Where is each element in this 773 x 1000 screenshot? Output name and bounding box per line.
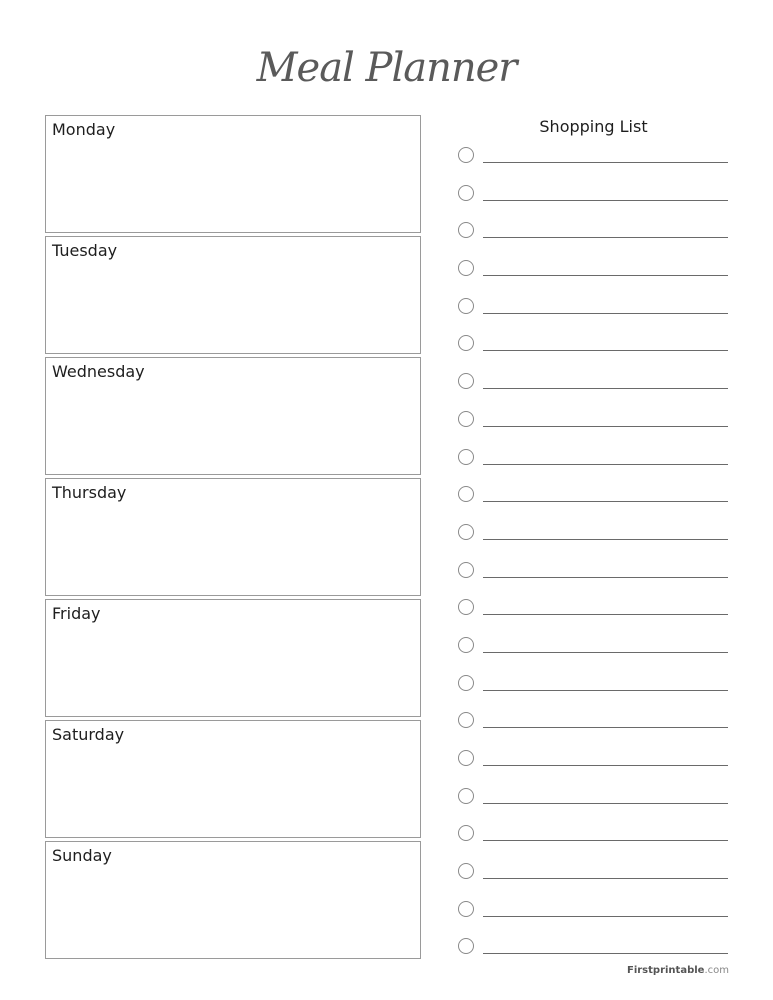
shopping-list-item[interactable]	[455, 371, 730, 409]
shopping-list-item[interactable]	[455, 183, 730, 221]
write-line[interactable]	[483, 162, 728, 163]
day-label: Saturday	[52, 725, 125, 744]
checkbox-circle-icon[interactable]	[458, 637, 474, 653]
checkbox-circle-icon[interactable]	[458, 750, 474, 766]
write-line[interactable]	[483, 577, 728, 578]
shopping-list-item[interactable]	[455, 635, 730, 673]
write-line[interactable]	[483, 539, 728, 540]
day-box-monday[interactable]	[45, 115, 421, 233]
checkbox-circle-icon[interactable]	[458, 449, 474, 465]
shopping-list-item[interactable]	[455, 447, 730, 485]
shopping-list-item[interactable]	[455, 861, 730, 899]
day-box-thursday[interactable]	[45, 478, 421, 596]
days-column	[45, 115, 421, 962]
checkbox-circle-icon[interactable]	[458, 562, 474, 578]
write-line[interactable]	[483, 840, 728, 841]
day-label: Sunday	[52, 846, 112, 865]
shopping-list-item[interactable]	[455, 560, 730, 598]
checkbox-circle-icon[interactable]	[458, 938, 474, 954]
footer-brand	[627, 965, 729, 976]
write-line[interactable]	[483, 878, 728, 879]
checkbox-circle-icon[interactable]	[458, 373, 474, 389]
write-line[interactable]	[483, 426, 728, 427]
day-label: Wednesday	[52, 362, 145, 381]
shopping-list-item[interactable]	[455, 333, 730, 371]
checkbox-circle-icon[interactable]	[458, 825, 474, 841]
shopping-list-item[interactable]	[455, 484, 730, 522]
checkbox-circle-icon[interactable]	[458, 863, 474, 879]
day-box-tuesday[interactable]	[45, 236, 421, 354]
write-line[interactable]	[483, 690, 728, 691]
write-line[interactable]	[483, 237, 728, 238]
checkbox-circle-icon[interactable]	[458, 712, 474, 728]
shopping-list-item[interactable]	[455, 748, 730, 786]
shopping-list-item[interactable]	[455, 296, 730, 334]
day-box-wednesday[interactable]	[45, 357, 421, 475]
write-line[interactable]	[483, 765, 728, 766]
checkbox-circle-icon[interactable]	[458, 222, 474, 238]
shopping-list-item[interactable]	[455, 710, 730, 748]
shopping-list-item[interactable]	[455, 220, 730, 258]
write-line[interactable]	[483, 501, 728, 502]
shopping-list-item[interactable]	[455, 409, 730, 447]
checkbox-circle-icon[interactable]	[458, 486, 474, 502]
shopping-list-item[interactable]	[455, 899, 730, 937]
shopping-list	[455, 115, 730, 974]
checkbox-circle-icon[interactable]	[458, 260, 474, 276]
shopping-list-title: Shopping List	[539, 117, 648, 136]
day-label: Tuesday	[52, 241, 118, 260]
write-line[interactable]	[483, 200, 728, 201]
day-box-friday[interactable]	[45, 599, 421, 717]
write-line[interactable]	[483, 388, 728, 389]
write-line[interactable]	[483, 350, 728, 351]
write-line[interactable]	[483, 464, 728, 465]
checkbox-circle-icon[interactable]	[458, 901, 474, 917]
shopping-list-item[interactable]	[455, 823, 730, 861]
write-line[interactable]	[483, 727, 728, 728]
shopping-list-item[interactable]	[455, 522, 730, 560]
checkbox-circle-icon[interactable]	[458, 147, 474, 163]
day-label: Thursday	[52, 483, 127, 502]
shopping-list-item[interactable]	[455, 258, 730, 296]
shopping-list-items	[455, 145, 730, 974]
write-line[interactable]	[483, 313, 728, 314]
checkbox-circle-icon[interactable]	[458, 298, 474, 314]
checkbox-circle-icon[interactable]	[458, 675, 474, 691]
day-label: Monday	[52, 120, 116, 139]
shopping-list-item[interactable]	[455, 597, 730, 635]
write-line[interactable]	[483, 614, 728, 615]
checkbox-circle-icon[interactable]	[458, 411, 474, 427]
write-line[interactable]	[483, 803, 728, 804]
footer-brand-tld: .com	[704, 965, 729, 976]
day-box-sunday[interactable]	[45, 841, 421, 959]
day-box-saturday[interactable]	[45, 720, 421, 838]
checkbox-circle-icon[interactable]	[458, 524, 474, 540]
write-line[interactable]	[483, 652, 728, 653]
footer-brand-name: Firstprintable	[626, 965, 705, 976]
checkbox-circle-icon[interactable]	[458, 599, 474, 615]
page-title: Meal Planner	[256, 45, 517, 91]
write-line[interactable]	[483, 953, 728, 954]
checkbox-circle-icon[interactable]	[458, 185, 474, 201]
day-label: Friday	[52, 604, 101, 623]
write-line[interactable]	[483, 275, 728, 276]
write-line[interactable]	[483, 916, 728, 917]
shopping-list-item[interactable]	[455, 145, 730, 183]
checkbox-circle-icon[interactable]	[458, 788, 474, 804]
checkbox-circle-icon[interactable]	[458, 335, 474, 351]
shopping-list-item[interactable]	[455, 673, 730, 711]
shopping-list-item[interactable]	[455, 786, 730, 824]
